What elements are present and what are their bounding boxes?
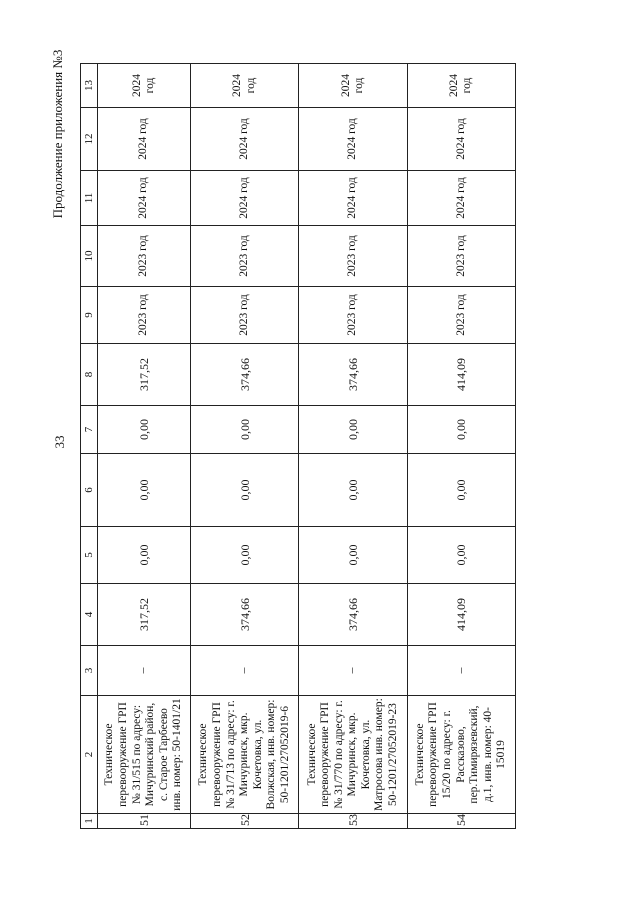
row-number: 51 bbox=[98, 814, 191, 829]
cell-c10: 2023 год bbox=[299, 226, 407, 287]
row-number: 54 bbox=[407, 814, 515, 829]
col-header: 4 bbox=[81, 584, 98, 646]
col-header: 8 bbox=[81, 344, 98, 406]
cell-c13: 2024 год bbox=[98, 64, 191, 108]
cell-c11: 2024 год bbox=[98, 171, 191, 226]
cell-c7: 0,00 bbox=[299, 406, 407, 454]
continuation-label: Продолжение приложения №3 bbox=[50, 49, 65, 219]
table-container bbox=[80, 64, 516, 829]
cell-c12: 2024 год bbox=[98, 108, 191, 171]
cell-c7: 0,00 bbox=[407, 406, 515, 454]
table-row bbox=[299, 64, 407, 829]
cell-c6: 0,00 bbox=[407, 454, 515, 527]
cell-c9: 2023 год bbox=[299, 287, 407, 344]
cell-c6: 0,00 bbox=[191, 454, 299, 527]
cell-c3: – bbox=[98, 646, 191, 696]
table-row bbox=[98, 64, 191, 829]
cell-c5: 0,00 bbox=[191, 527, 299, 584]
cell-c3: – bbox=[299, 646, 407, 696]
cell-c8: 374,66 bbox=[299, 344, 407, 406]
col-header: 2 bbox=[81, 696, 98, 814]
col-header: 7 bbox=[81, 406, 98, 454]
cell-c6: 0,00 bbox=[299, 454, 407, 527]
cell-c9: 2023 год bbox=[407, 287, 515, 344]
cell-c13: 2024 год bbox=[299, 64, 407, 108]
cell-c6: 0,00 bbox=[98, 454, 191, 527]
page-number: 33 bbox=[52, 435, 67, 449]
cell-c10: 2023 год bbox=[407, 226, 515, 287]
table-row bbox=[191, 64, 299, 829]
row-number: 53 bbox=[299, 814, 407, 829]
col-header: 11 bbox=[81, 171, 98, 226]
cell-c4: 374,66 bbox=[191, 584, 299, 646]
col-header: 3 bbox=[81, 646, 98, 696]
cell-c7: 0,00 bbox=[191, 406, 299, 454]
row-description: Техническое перевооружение ГРП № 31/770 по адресу: г. Мичуринск, мкр. Кочетовка, ул. Матросова инв. номер: 50-1201/27052019-23 bbox=[299, 696, 407, 814]
cell-c4: 317,52 bbox=[98, 584, 191, 646]
header-row bbox=[81, 64, 98, 829]
cell-c5: 0,00 bbox=[407, 527, 515, 584]
cell-c12: 2024 год bbox=[191, 108, 299, 171]
col-header: 5 bbox=[81, 527, 98, 584]
cell-c11: 2024 год bbox=[191, 171, 299, 226]
col-header: 6 bbox=[81, 454, 98, 527]
cell-c13: 2024 год bbox=[191, 64, 299, 108]
cell-c7: 0,00 bbox=[98, 406, 191, 454]
row-description: Техническое перевооружение ГРП № 31/515 по адресу: Мичуринский район, с. Старое Тарбеево инв. номер: 50-1401/21 bbox=[98, 696, 191, 814]
cell-c10: 2023 год bbox=[191, 226, 299, 287]
cell-c9: 2023 год bbox=[98, 287, 191, 344]
col-header: 9 bbox=[81, 287, 98, 344]
row-description: Техническое перевооружение ГРП 15/20 по адресу: г. Рассказово, пер.Тимирязевский, д.1, инв. номер: 40-15019 bbox=[407, 696, 515, 814]
cell-c8: 414,09 bbox=[407, 344, 515, 406]
appendix-table bbox=[80, 63, 516, 829]
cell-c12: 2024 год bbox=[299, 108, 407, 171]
cell-c13: 2024 год bbox=[407, 64, 515, 108]
col-header: 10 bbox=[81, 226, 98, 287]
table-row bbox=[407, 64, 515, 829]
row-number: 52 bbox=[191, 814, 299, 829]
cell-c3: – bbox=[407, 646, 515, 696]
cell-c4: 374,66 bbox=[299, 584, 407, 646]
cell-c9: 2023 год bbox=[191, 287, 299, 344]
cell-c8: 374,66 bbox=[191, 344, 299, 406]
cell-c11: 2024 год bbox=[407, 171, 515, 226]
cell-c11: 2024 год bbox=[299, 171, 407, 226]
cell-c8: 317,52 bbox=[98, 344, 191, 406]
rotated-table-frame bbox=[80, 64, 516, 829]
cell-c5: 0,00 bbox=[98, 527, 191, 584]
col-header: 1 bbox=[81, 814, 98, 829]
cell-c3: – bbox=[191, 646, 299, 696]
row-description: Техническое перевооружение ГРП № 31/713 по адресу: г. Мичуринск, мкр. Кочетовка, ул. Волжская, инв. номер: 50-1201/27052019-6 bbox=[191, 696, 299, 814]
cell-c10: 2023 год bbox=[98, 226, 191, 287]
col-header: 12 bbox=[81, 108, 98, 171]
cell-c5: 0,00 bbox=[299, 527, 407, 584]
cell-c4: 414,09 bbox=[407, 584, 515, 646]
col-header: 13 bbox=[81, 64, 98, 108]
cell-c12: 2024 год bbox=[407, 108, 515, 171]
